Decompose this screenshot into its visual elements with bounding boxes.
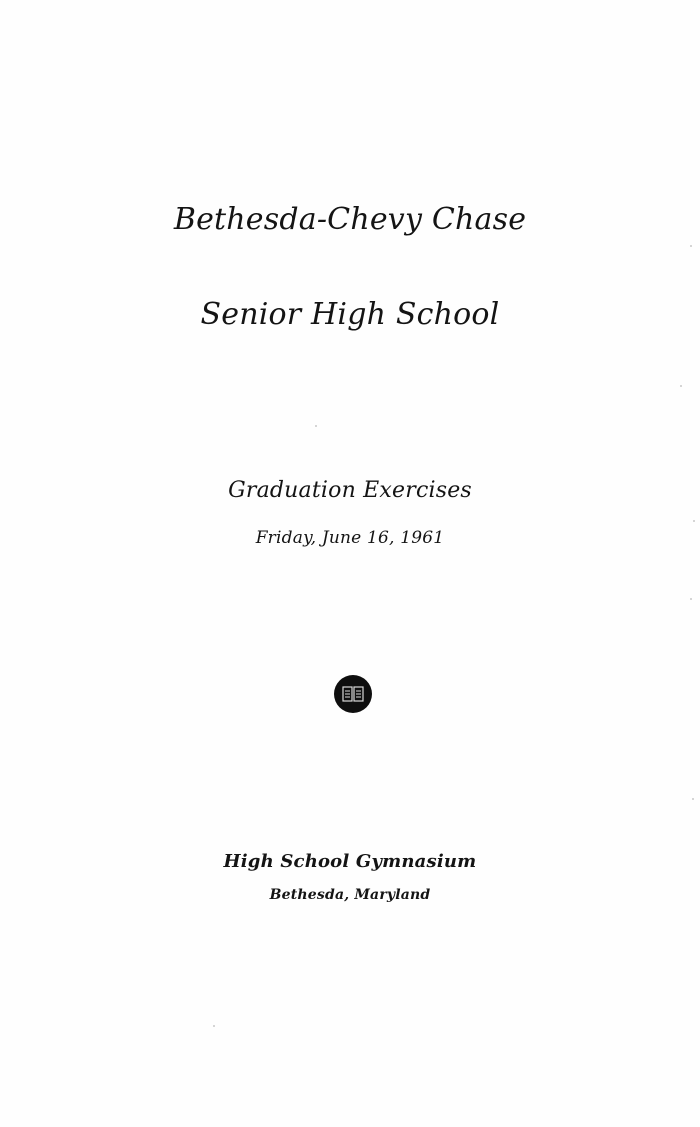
venue-city: Bethesda, Maryland: [269, 887, 431, 903]
school-name-line-1: Bethesda-Chevy Chase: [173, 202, 527, 237]
event-title: Graduation Exercises: [228, 478, 472, 503]
paper-speck: [213, 1025, 215, 1027]
paper-speck: [690, 598, 692, 600]
venue-name: High School Gymnasium: [223, 851, 477, 872]
paper-speck: [690, 245, 692, 247]
paper-speck: [693, 520, 695, 522]
paper-speck: [680, 385, 682, 387]
paper-speck: [315, 425, 317, 427]
open-book-icon: [341, 685, 365, 703]
book-emblem-icon: [334, 675, 372, 713]
school-name-line-2: Senior High School: [200, 297, 500, 332]
paper-speck: [692, 798, 694, 800]
event-date: Friday, June 16, 1961: [255, 528, 445, 548]
